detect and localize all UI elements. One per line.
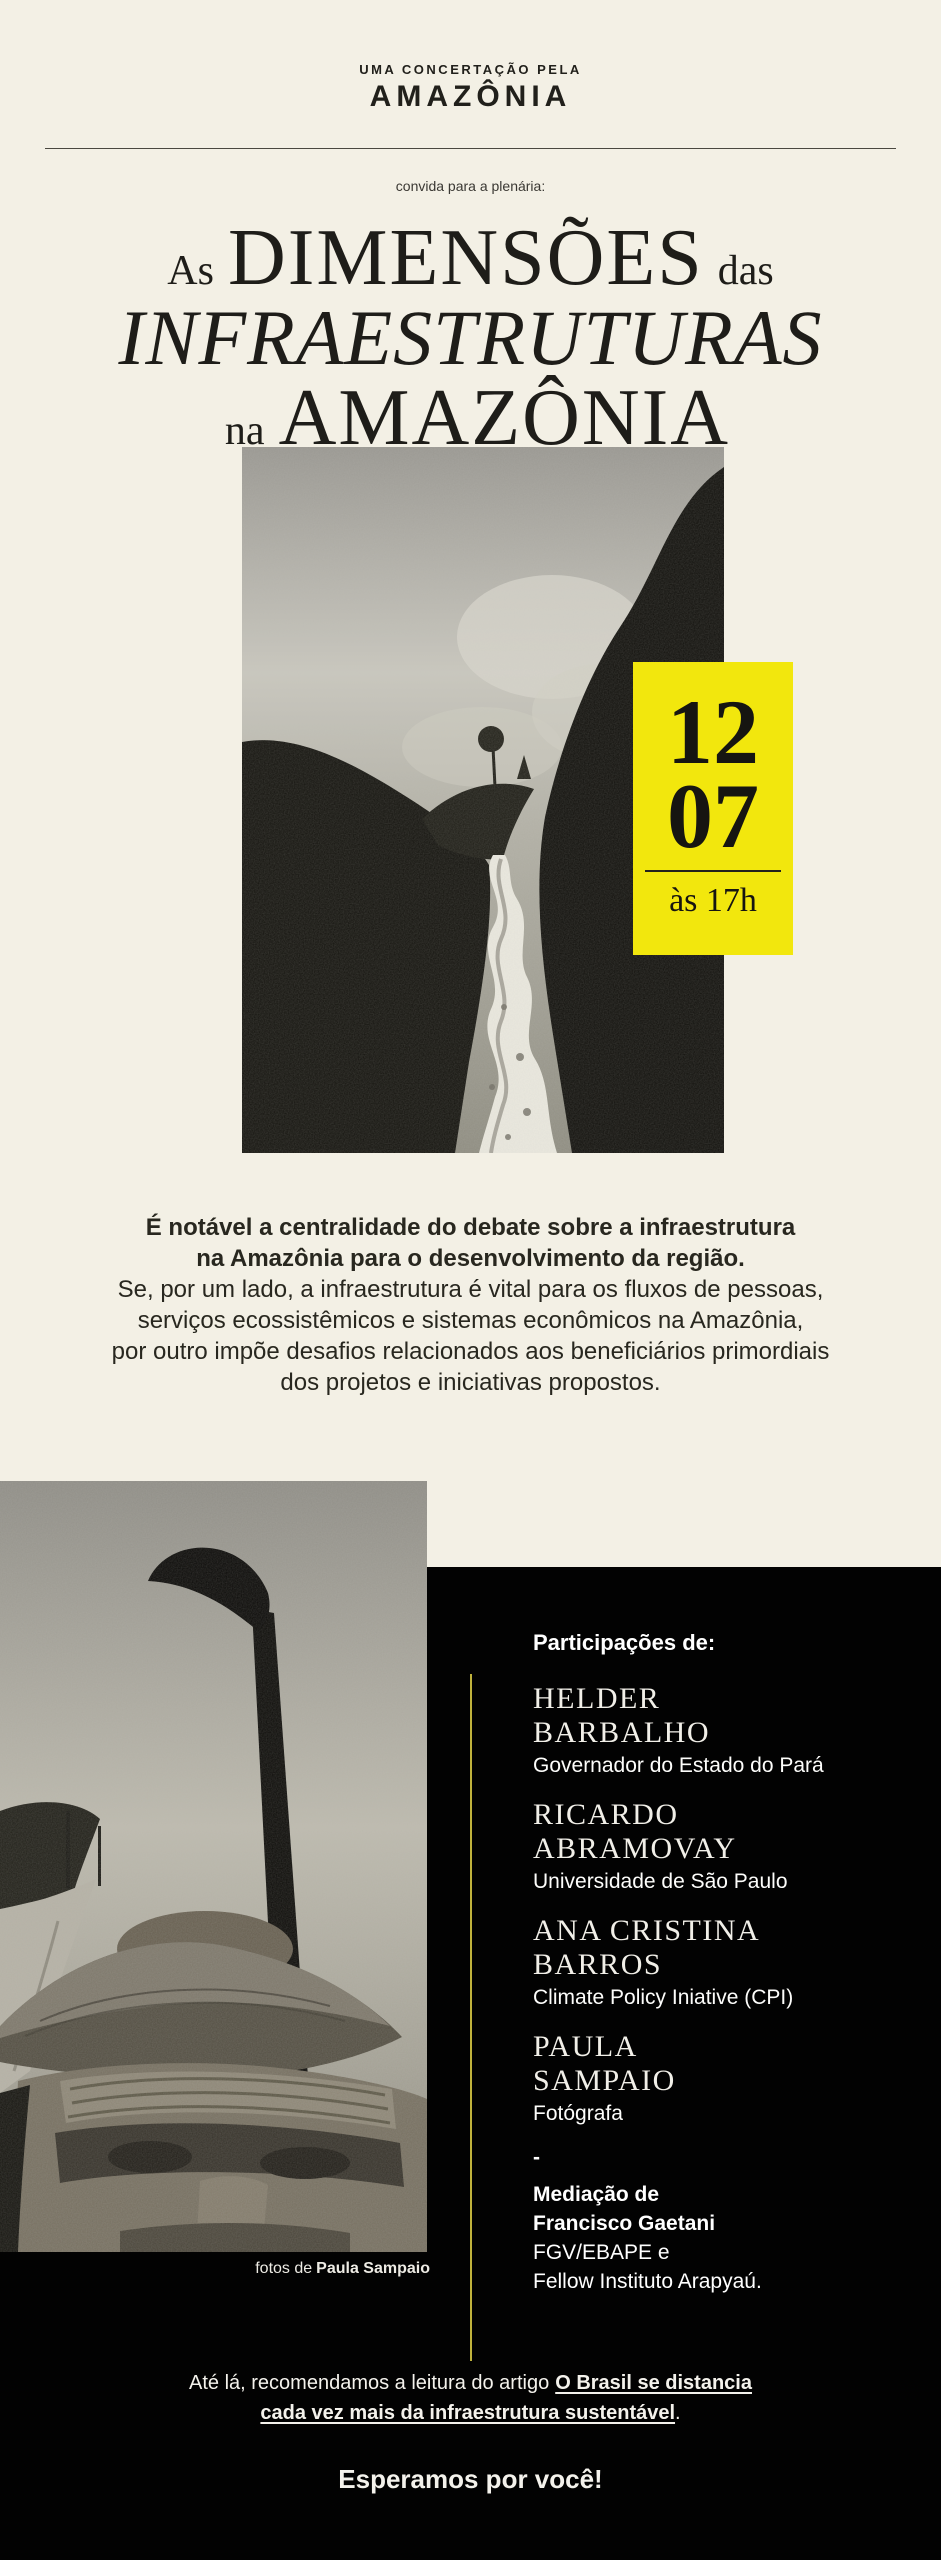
participant-name-line: ABRAMOVAY xyxy=(533,1832,737,1865)
intro-line-4: dos projetos e iniciativas propostos. xyxy=(280,1369,661,1396)
participant-role: Fotógrafa xyxy=(533,2102,623,2125)
caption-prefix: fotos de xyxy=(255,2260,313,2277)
footer-lead-text: Até lá, recomendamos a leitura do artigo xyxy=(189,2372,550,2394)
participant-role: Climate Policy Iniative (CPI) xyxy=(533,1986,794,2009)
mediation-block xyxy=(533,2180,933,2296)
participant-name-line: BARROS xyxy=(533,1948,663,1981)
participant-name-line: HELDER xyxy=(533,1682,661,1715)
participant-entry xyxy=(533,1682,933,1778)
brand-lockup xyxy=(0,62,941,114)
date-month: 07 xyxy=(667,765,759,867)
mediator-name: Francisco Gaetani xyxy=(533,2212,716,2235)
article-link[interactable]: cada vez mais da infraestrutura sustentável xyxy=(260,2402,676,2424)
photo-caption xyxy=(0,2260,430,2278)
photo-man-with-hat xyxy=(0,1481,427,2252)
brand-tagline: UMA CONCERTAÇÃO PELA xyxy=(359,62,582,77)
intro-line-3: por outro impõe desafios relacionados aos beneficiários primordiais xyxy=(111,1338,830,1365)
participant-name-line: BARBALHO xyxy=(533,1716,711,1749)
mediation-separator: - xyxy=(533,2146,540,2169)
participant-name-line: PAULA xyxy=(533,2030,638,2063)
title-word-infraestruturas: INFRAESTRUTURAS xyxy=(118,294,823,381)
participant-role: Governador do Estado do Pará xyxy=(533,1754,824,1777)
intro-line-2: serviços ecossistêmicos e sistemas econômicos na Amazônia, xyxy=(137,1307,804,1334)
intro-bold-line-2: na Amazônia para o desenvolvimento da região. xyxy=(196,1245,745,1272)
participant-name-line: RICARDO xyxy=(533,1798,679,1831)
footer-period: . xyxy=(675,2402,681,2424)
caption-author: Paula Sampaio xyxy=(316,2260,430,2277)
title-line-2 xyxy=(0,294,941,381)
participant-entry xyxy=(533,1914,933,2010)
footer-note xyxy=(0,2368,941,2494)
title-word-dimensoes: DIMENSÕES xyxy=(227,214,704,302)
title-line-3 xyxy=(0,374,941,462)
date-time: às 17h xyxy=(669,882,757,919)
participants-panel xyxy=(533,1630,933,2296)
participant-entry xyxy=(533,1798,933,1894)
mediation-label: Mediação de xyxy=(533,2183,660,2206)
mediator-affiliation-line: FGV/EBAPE e xyxy=(533,2241,670,2264)
date-day: 12 xyxy=(667,681,759,783)
title-word-amazonia: AMAZÔNIA xyxy=(278,374,731,462)
participant-role: Universidade de São Paulo xyxy=(533,1870,788,1893)
mediator-affiliation-line: Fellow Instituto Arapyaú. xyxy=(533,2270,762,2293)
participant-name-line: ANA CRISTINA xyxy=(533,1914,761,1947)
date-badge xyxy=(633,662,793,955)
event-title xyxy=(0,214,941,462)
participant-entry xyxy=(533,2030,933,2126)
title-word-as: As xyxy=(167,248,214,294)
intro-paragraph xyxy=(0,1212,941,1398)
title-line-1 xyxy=(0,214,941,302)
intro-line-1: Se, por um lado, a infraestrutura é vital para os fluxos de pessoas, xyxy=(117,1276,824,1303)
participants-heading: Participações de: xyxy=(533,1630,716,1655)
footer-line-2 xyxy=(0,2398,941,2428)
article-link[interactable]: O Brasil se distancia xyxy=(555,2372,752,2394)
footer-line-1 xyxy=(0,2368,941,2398)
vertical-divider-line xyxy=(470,1674,472,2361)
closing-line: Esperamos por você! xyxy=(338,2464,603,2494)
title-word-das: das xyxy=(717,248,774,294)
brand-name: AMAZÔNIA xyxy=(369,80,572,113)
intro-bold-line-1: É notável a centralidade do debate sobre a infraestrutura xyxy=(145,1214,796,1241)
title-word-na: na xyxy=(224,408,265,454)
invite-line: convida para a plenária: xyxy=(395,178,546,194)
header-divider xyxy=(45,148,896,149)
participant-name-line: SAMPAIO xyxy=(533,2064,676,2097)
date-divider xyxy=(645,870,781,872)
